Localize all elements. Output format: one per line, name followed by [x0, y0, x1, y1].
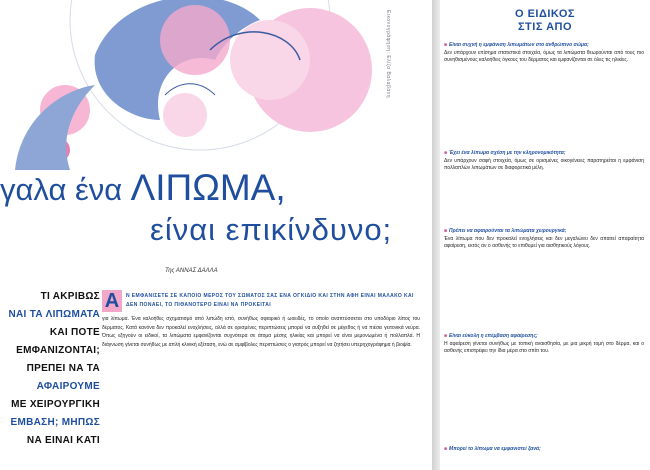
right-heading-line-1: Ο ΕΙΔΙΚΟΣ — [514, 8, 576, 20]
bullet-icon: ■ — [444, 42, 448, 48]
art-pink-medium-circle — [230, 20, 310, 100]
qa-answer: Δεν υπάρχουν επίσημα στατιστικά στοιχεία, όμως τα λιπώματα θεωρούνται από τους πιο συνηθισμένους καλοήθεις όγκους του δέρματος και εμφανίζονται σε όλες τις ηλικίες. — [444, 50, 644, 63]
sidebar-line: ΝΑΙ ΤΑ ΛΙΠΩΜΑΤΑ — [8, 309, 100, 320]
qa-section — [444, 42, 644, 64]
bullet-icon: ■ — [444, 333, 448, 339]
sidebar-line: ΝΑ ΕΙΝΑΙ ΚΑΤΙ — [26, 435, 100, 446]
qa-question: ■ Μπορεί το λίπωμα να εμφανιστεί ξανά; — [444, 446, 541, 452]
sidebar-line: ΤΙ ΑΚΡΙΒΩΣ — [40, 291, 100, 302]
sidebar-line: ΠΡΕΠΕΙ ΝΑ ΤΑ — [26, 363, 100, 374]
qa-section — [444, 150, 644, 172]
bullet-icon: ■ — [444, 446, 448, 452]
sidebar-line: ΕΜΦΑΝΙΖΟΝΤΑΙ; — [16, 345, 100, 356]
qa-question: ■ Είναι συχνή η εμφάνιση λιπωμάτων στο ανθρώπινο σώμα; — [444, 42, 589, 48]
headline-line-2: είναι επικίνδυνο; — [150, 212, 393, 247]
page-gutter — [432, 0, 440, 470]
sidebar-line: ΕΜΒΑΣΗ; ΜΗΠΩΣ — [10, 417, 100, 428]
headline-small: γαλα ένα — [0, 172, 123, 207]
sidebar-line: ΜΕ ΧΕΙΡΟΥΡΓΙΚΗ — [11, 399, 100, 410]
qa-answer: Ένα λίπωμα που δεν προκαλεί ενοχλήσεις και δεν μεγαλώνει δεν απαιτεί απαραίτητα αφαίρεση, εκτός αν ο ασθενής το επιθυμεί για αισθητικούς λόγους. — [444, 236, 644, 249]
qa-section — [444, 228, 644, 250]
bullet-icon: ■ — [444, 228, 448, 234]
sidebar-line: ΑΦΑΙΡΟΥΜΕ — [36, 381, 100, 392]
bullet-icon: ■ — [444, 150, 448, 156]
dropcap: Α — [102, 290, 122, 312]
body-lead: Ν ΕΜΦΑΝΙΣΕΤΕ ΣΕ ΚΑΠΟΙΟ ΜΕΡΟΣ ΤΟΥ ΣΩΜΑΤΟΣ ΣΑΣ ΕΝΑ ΟΓΚΙΔΙΟ ΚΑΙ ΣΤΗΝ ΑΦΗ ΕΙΝΑΙ ΜΑΛΑΚΟ ΚΑΙ ΔΕΝ ΠΟΝΑΕΙ, ΤΟ ΠΙΘΑΝΟΤΕΡΟ ΕΙΝΑΙ ΝΑ ΠΡΟΚΕΙΤΑΙ — [126, 293, 414, 308]
vertical-credit: Εικονογράφηση: Ελίζα Βαλαβάνη — [385, 10, 391, 99]
body-text: για λίπωμα. Ένα καλοήθες σχηματισμό από λιπώδη ιστό, συνήθως σφαιρικό ή ωοειδές, το οποίο αναπτύσσεται στο υποδόριο λίπος του δέρματος. Κατά κανόνα δεν προκαλεί ενοχλήσεις, αλλά σε ορισμένες περιπτώσεις μπορεί να αυξηθεί σε μέγεθος ή να πιέσει γειτονικά νεύρα. Όπως εξηγούν οι ειδικοί, τα λιπώματα εμφανίζονται συχνότερα σε άτομα μέσης ηλικίας και μπορεί να είναι μεμονωμένα ή πολλαπλά. Η διάγνωση γίνεται συνήθως με απλή κλινική εξέταση, ενώ σε αμφίβολες περιπτώσεις ο γιατρός μπορεί να ζητήσει υπερηχογράφημα ή βιοψία. — [102, 316, 420, 348]
qa-question: ■ Έχει ένα λίπωμα σχέση με την κληρονομικότητα; — [444, 150, 566, 156]
sidebar-line: ΚΑΙ ΠΟΤΕ — [49, 327, 100, 338]
sidebar-pullquote — [0, 288, 100, 450]
byline: Της ΑΝΝΑΣ ΔΑΛΛΑ — [165, 268, 218, 274]
qa-answer: Η αφαίρεση γίνεται συνήθως με τοπική αναισθησία, με μια μικρή τομή στο δέρμα, και ο ασθενής επιστρέφει την ίδια μέρα στο σπίτι του. — [444, 341, 644, 354]
qa-question: ■ Πρέπει να αφαιρούνται τα λιπώματα χειρουργικά; — [444, 228, 567, 234]
qa-section — [444, 333, 644, 355]
qa-question: ■ Είναι εύκολη η επέμβαση αφαίρεσης; — [444, 333, 538, 339]
headline-line-1 — [0, 168, 432, 210]
qa-section — [444, 446, 644, 453]
art-pink-circle — [160, 5, 230, 75]
illustration-artwork — [0, 0, 432, 170]
right-page — [440, 0, 650, 470]
right-heading-line-2: ΣΤΙΣ ΑΠΟ — [517, 21, 573, 33]
right-page-heading — [440, 8, 650, 34]
art-pink-small-circle — [163, 93, 207, 137]
headline-big: ΛΙΠΩΜΑ, — [130, 167, 286, 208]
qa-answer: Δεν υπάρχουν σαφή στοιχεία, όμως σε ορισμένες οικογένειες παρατηρείται η εμφάνιση πολλαπλών λιπωμάτων σε διαφορετικά μέλη. — [444, 158, 644, 171]
